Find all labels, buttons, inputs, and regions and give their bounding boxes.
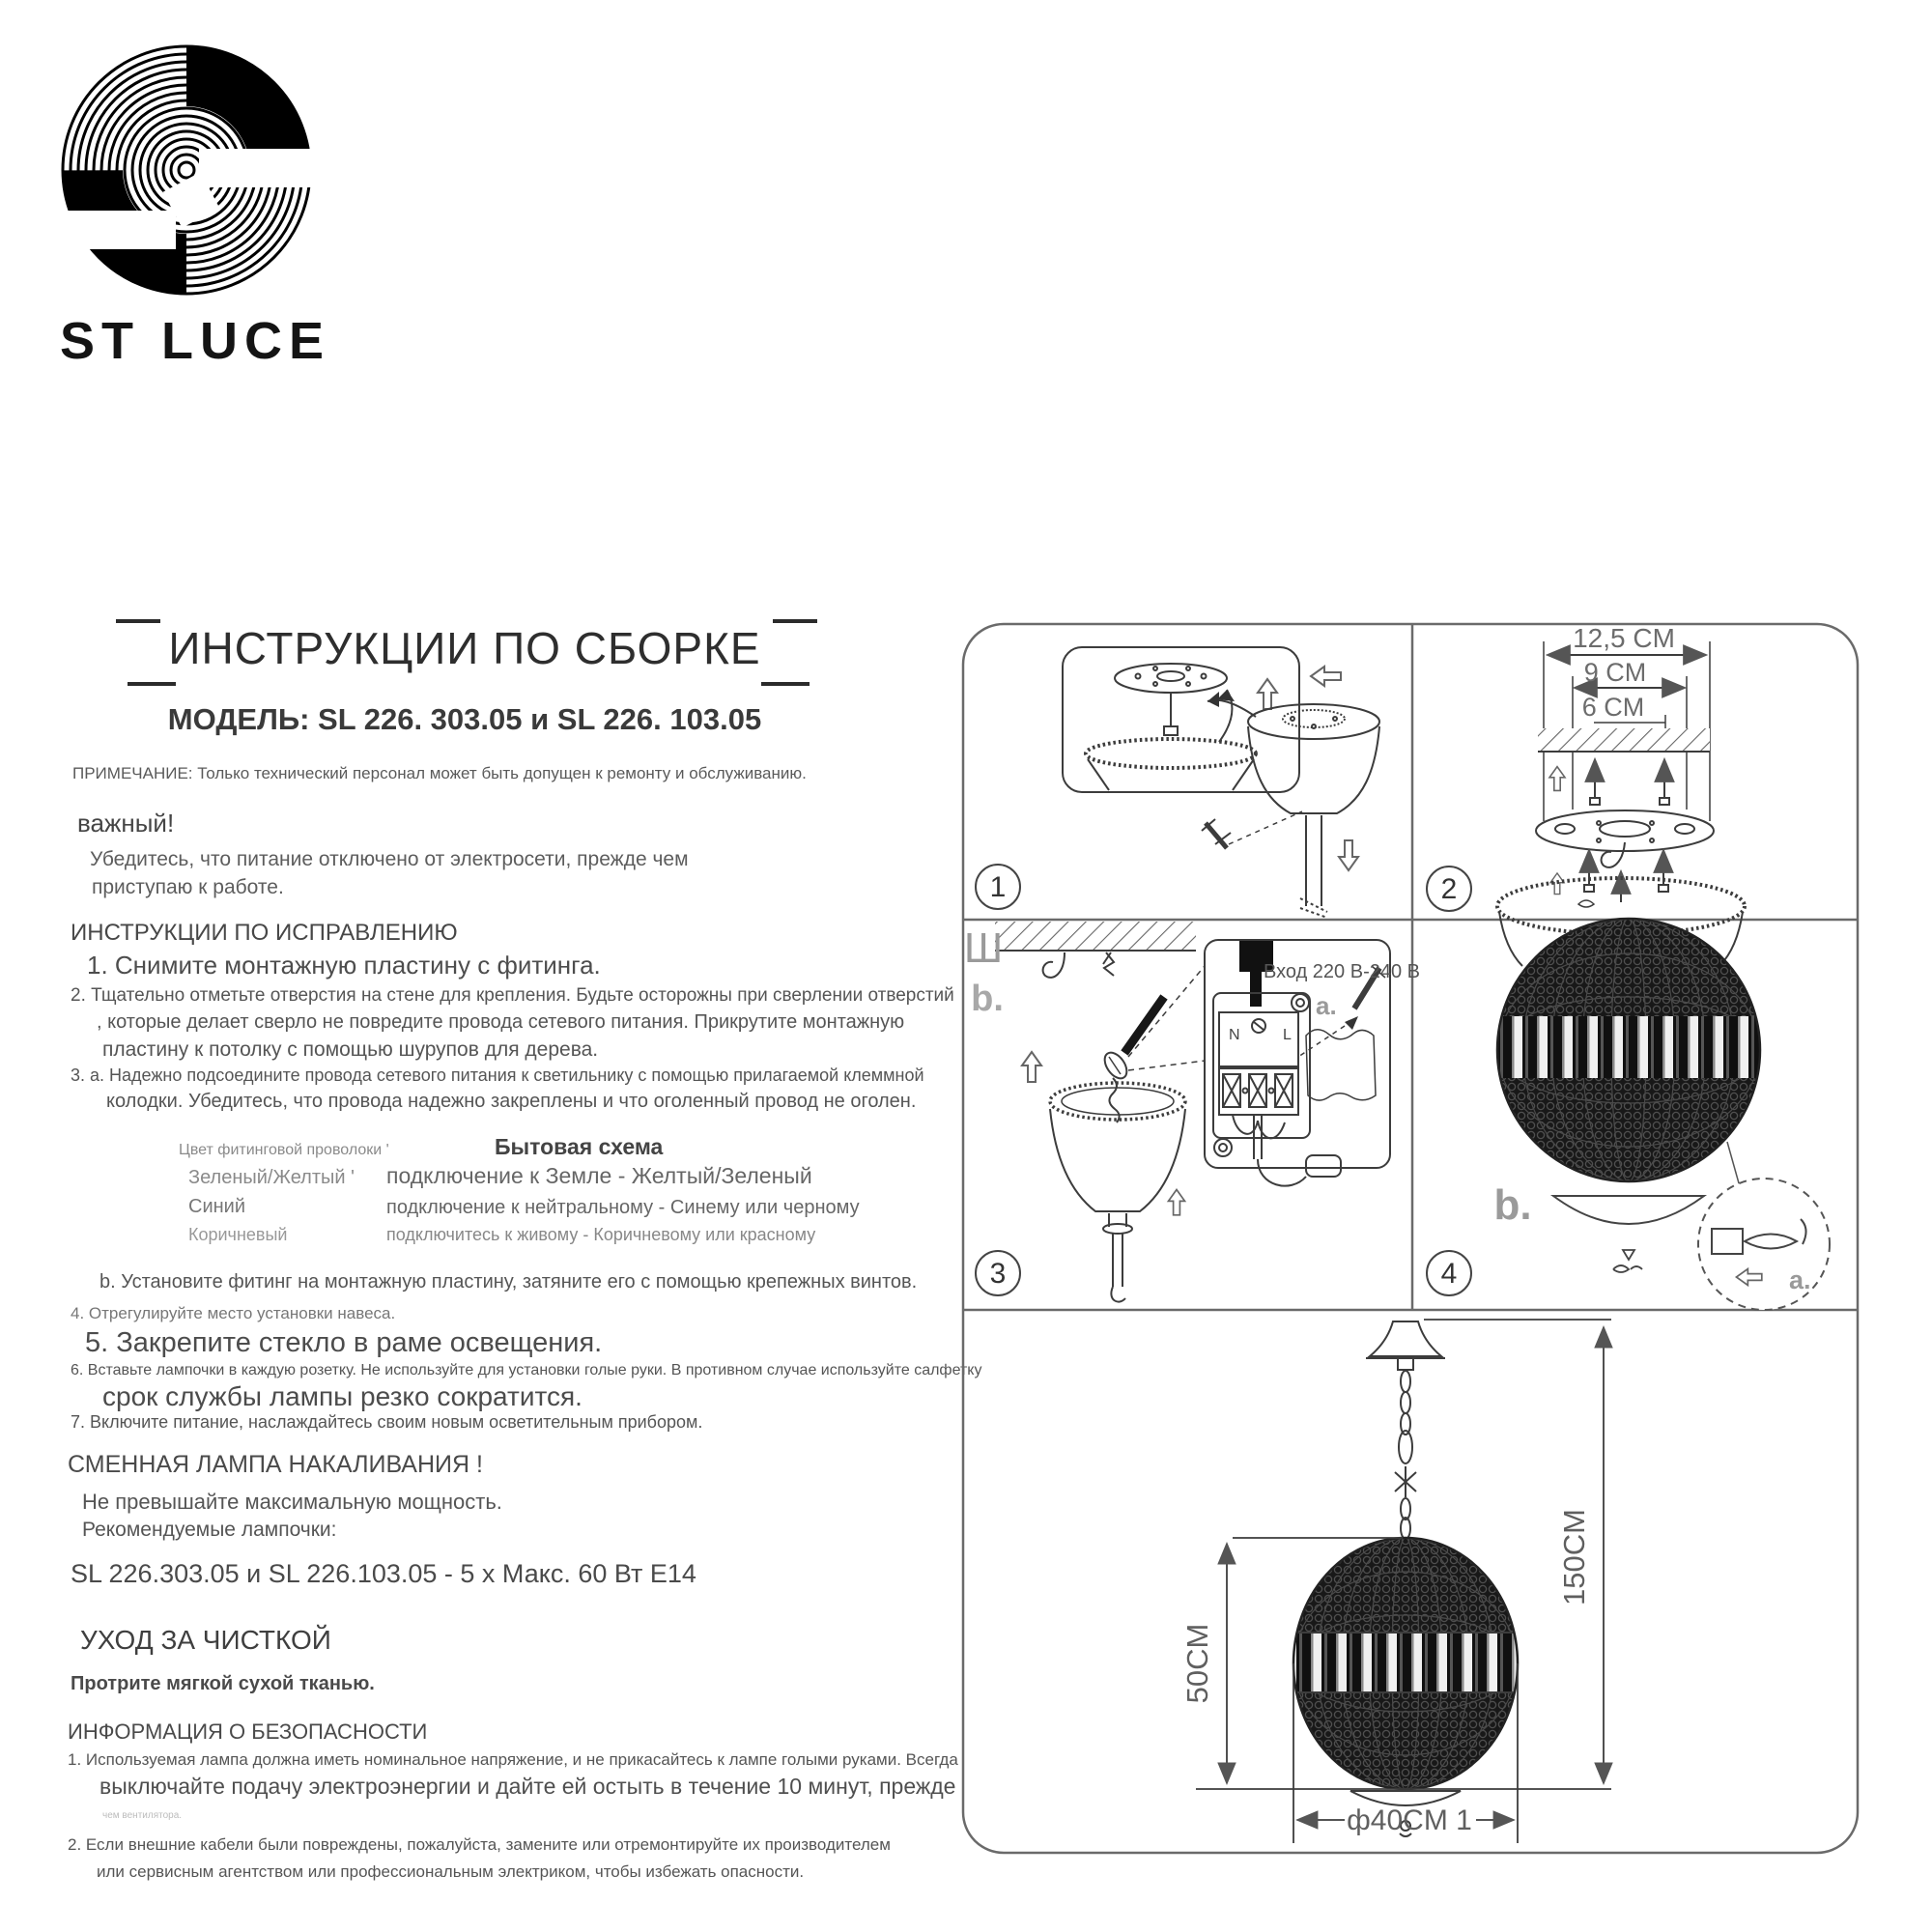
brand-wordmark: ST LUCE [60, 312, 331, 370]
label-b: b. [1493, 1181, 1532, 1229]
safety-1-line: чем вентилятора. [102, 1810, 183, 1821]
step-number-4: 4 [1440, 1258, 1458, 1290]
label-b: b. [971, 979, 1004, 1019]
title-bracket-mark [773, 619, 817, 623]
terminal-n-label: N [1229, 1027, 1240, 1043]
step-2-line: , которые делает сверло не повредите провода сетевого питания. Прикрутите монтажную [97, 1011, 905, 1033]
panel4-glass-ball-art [1496, 919, 1830, 1310]
safety-heading: ИНФОРМАЦИЯ О БЕЗОПАСНОСТИ [68, 1719, 428, 1744]
dim-diameter-label: ф40CM 1 [1347, 1804, 1472, 1836]
wire-row-scheme: подключение к нейтральному - Синему или черному [386, 1197, 860, 1218]
panel3-step-number [976, 1251, 1020, 1295]
step-5: 5. Закрепите стекло в раме освещения. [85, 1327, 603, 1358]
label-a: a. [1316, 991, 1337, 1020]
step-3-line: колодки. Убедитесь, что провода надежно закреплены и что оголенный провод не оголен. [106, 1091, 917, 1112]
step-number-1: 1 [989, 871, 1007, 903]
step-6-line: срок службы лампы резко сократится. [102, 1381, 582, 1411]
dim-150cm-label: 150CM [1557, 1509, 1591, 1605]
step-2-line: 2. Тщательно отметьте отверстия на стене для крепления. Будьте осторожны при сверлении отверстий [71, 985, 954, 1006]
wire-row-color: Синий [188, 1196, 246, 1217]
wire-row-scheme: подключение к Земле - Желтый/Зеленый [386, 1163, 812, 1188]
lamp-power-note: Не превышайте максимальную мощность. [82, 1490, 502, 1514]
safety-2-line: 2. Если внешние кабели были повреждены, пожалуйста, замените или отремонтируйте их производителем [68, 1835, 891, 1854]
panel1-step-number [976, 865, 1020, 909]
wire-row-scheme: подключитесь к живому - Коричневому или красному [386, 1225, 816, 1244]
important-heading: важный! [77, 809, 175, 838]
title-bracket-mark [116, 619, 160, 623]
panel2-step-number [1427, 867, 1471, 911]
panel2-dimension-labels [1573, 623, 1675, 722]
care-text: Протрите мягкой сухой тканью. [71, 1673, 375, 1694]
replacement-lamp-heading: СМЕННАЯ ЛАМПА НАКАЛИВАНИЯ ! [68, 1451, 483, 1478]
panel1-remove-plate-art [1063, 647, 1379, 918]
model-line: МОДЕЛЬ: SL 226. 303.05 и SL 226. 103.05 [167, 702, 762, 736]
safety-1-line: 1. Используемая лампа должна иметь номинальное напряжение, и не прикасайтесь к лампе голыми руками. Всегда [68, 1750, 958, 1769]
repair-heading: ИНСТРУКЦИИ ПО ИСПРАВЛЕНИЮ [71, 920, 458, 946]
stluce-logo [56, 35, 317, 317]
lamp-recommended-note: Рекомендуемые лампочки: [82, 1519, 337, 1541]
step-2-line: пластину к потолку с помощью шурупов для дерева. [102, 1038, 599, 1061]
panel4-step-number [1427, 1251, 1471, 1295]
panel2-mounting-dimensions-art [1497, 641, 1745, 966]
label-a: a. [1789, 1265, 1811, 1294]
wire-table-header-scheme: Бытовая схема [495, 1134, 664, 1159]
step-3b: b. Установите фитинг на монтажную пластину, затяните его с помощью крепежных винтов. [99, 1271, 918, 1293]
step-number-2: 2 [1440, 873, 1458, 905]
step-7: 7. Включите питание, наслаждайтесь своим новым осветительным прибором. [71, 1412, 703, 1432]
wire-row-color: Зеленый/Желтый ' [188, 1167, 355, 1188]
safety-1-line: выключайте подачу электроэнергии и дайте ей остыть в течение 10 минут, прежде [99, 1774, 956, 1799]
dim-9cm-label: 9 CM [1583, 658, 1647, 687]
note-line: ПРИМЕЧАНИЕ: Только технический персонал может быть допущен к ремонту и обслуживанию. [72, 764, 807, 782]
dim-125cm-label: 12,5 CM [1573, 623, 1675, 653]
step-1: 1. Снимите монтажную пластину с фитинга. [87, 951, 601, 980]
voltage-input-label: Вход 220 В-240 В [1264, 961, 1420, 982]
assembly-diagrams [956, 618, 1864, 1864]
step-number-3: 3 [989, 1258, 1007, 1290]
care-heading: УХОД ЗА ЧИСТКОЙ [80, 1625, 331, 1655]
step-3-line: 3. а. Надежно подсоедините провода сетевого питания к светильнику с помощью прилагаемой клеммной [71, 1065, 924, 1085]
step-6-line: 6. Вставьте лампочки в каждую розетку. Не используйте для установки голые руки. В противном случае используйте салфетку [71, 1362, 982, 1378]
terminal-l-label: L [1283, 1027, 1292, 1043]
title-bracket-mark [761, 682, 810, 686]
title-bracket-mark [128, 682, 176, 686]
dim-50cm-label: 50CM [1180, 1623, 1214, 1704]
lamp-spec-line: SL 226.303.05 и SL 226.103.05 - 5 x Макс. 60 Вт E14 [71, 1559, 696, 1588]
wire-table-header-color: Цвет фитинговой проволоки ' [179, 1142, 389, 1158]
important-text-line: Убедитесь, что питание отключено от электросети, прежде чем [90, 848, 689, 870]
page-title: ИНСТРУКЦИИ ПО СБОРКЕ [168, 623, 761, 673]
wire-row-color: Коричневый [188, 1225, 288, 1244]
safety-2-line: или сервисным агентством или профессиональным электриком, чтобы избежать опасности. [97, 1862, 805, 1881]
step-4: 4. Отрегулируйте место установки навеса. [71, 1304, 396, 1322]
pendant-lamp-dimensioned-art [1196, 1320, 1611, 1843]
dim-6cm-label: 6 CM [1581, 693, 1645, 722]
label-sh: Ш [963, 924, 1004, 972]
important-text-line: приступаю к работе. [92, 876, 284, 898]
